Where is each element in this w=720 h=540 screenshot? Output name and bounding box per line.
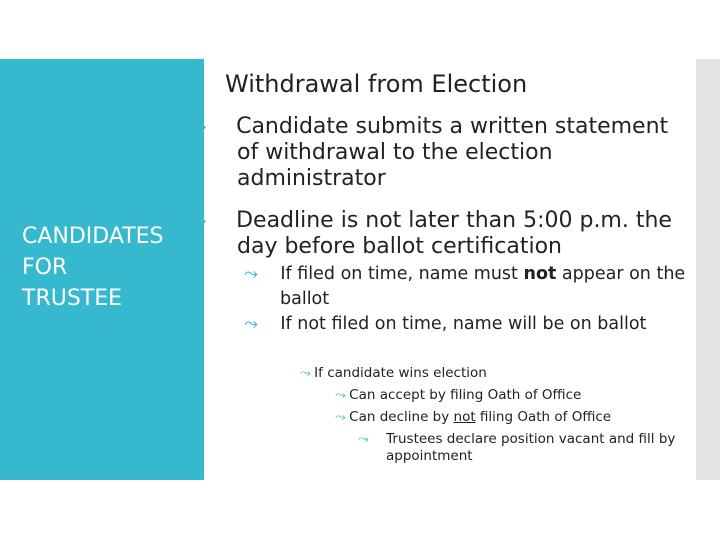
arrow-bullet-icon: ⤳ [335, 387, 346, 403]
bullet-text: Candidate submits a written statement of withdrawal to the election administrator [236, 114, 669, 191]
bullet-text: Can decline by [349, 409, 454, 425]
bullet-level1 [189, 208, 687, 260]
arrow-bullet-icon: ⤳ [300, 365, 311, 381]
bullet-text: If filed on time, name must [280, 264, 524, 284]
bullet-level3 [300, 364, 680, 383]
bullet-emphasis: not [523, 264, 557, 284]
sidebar-title-line: TRUSTEE [22, 286, 123, 311]
bullet-text: Can accept by filing Oath of Office [349, 387, 582, 403]
bullet-text: If not filed on time, name will be on ballot [280, 314, 647, 334]
bullet-text: appear on the ballot [280, 264, 686, 309]
bullet-text: If candidate wins election [314, 365, 487, 381]
bullet-text: Deadline is not later than 5:00 p.m. the day before ballot certification [236, 208, 672, 259]
arrow-bullet-icon: ⤳ [244, 264, 258, 284]
bullet-level2 [244, 312, 700, 337]
bullet-text: Trustees declare position vacant and fill by appointment [386, 431, 676, 464]
sidebar-title-line: FOR [22, 255, 68, 280]
slide-title: Withdrawal from Election [225, 70, 528, 98]
arrow-bullet-icon: ⤳ [335, 409, 346, 425]
bullet-level4 [335, 386, 665, 405]
arrow-bullet-icon: ⤳ [244, 314, 258, 334]
sidebar-title [22, 221, 204, 314]
bullet-underline: not [453, 409, 476, 425]
arrow-bullet-icon: ⤳ [358, 431, 369, 447]
bullet-level5 [358, 431, 686, 465]
bullet-level4 [335, 408, 665, 427]
arrow-bullet-icon: ⤳ [189, 208, 207, 233]
sidebar-title-line: CANDIDATES [22, 224, 164, 249]
arrow-bullet-icon: ⤳ [189, 114, 207, 139]
bullet-level2 [244, 262, 700, 312]
bullet-level1 [189, 114, 687, 192]
bullet-text: filing Oath of Office [475, 409, 612, 425]
